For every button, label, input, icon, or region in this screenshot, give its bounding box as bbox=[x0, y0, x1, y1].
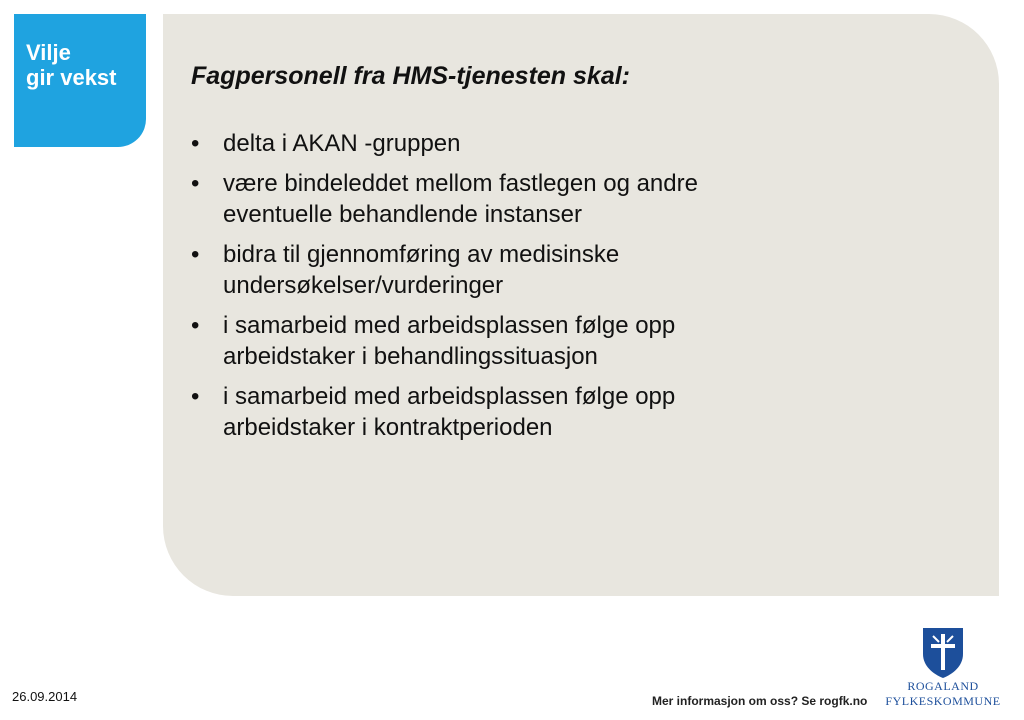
rogaland-crest-icon bbox=[921, 626, 965, 680]
bullet-text-line-2: arbeidstaker i behandlingssituasjon bbox=[223, 343, 598, 370]
bullet-icon: • bbox=[191, 312, 200, 339]
bullet-text-line-1: være bindeleddet mellom fastlegen og andre bbox=[223, 170, 698, 197]
bullet-text-line-1: bidra til gjennomføring av medisinske bbox=[223, 241, 620, 268]
bullet-text-line-1: i samarbeid med arbeidsplassen følge opp bbox=[223, 383, 676, 410]
more-info-text: Mer informasjon om oss? Se rogfk.no bbox=[652, 694, 868, 708]
slide-title: Fagpersonell fra HMS-tjenesten skal: bbox=[191, 62, 631, 90]
brand-slogan-line-1: Vilje bbox=[26, 40, 71, 65]
bullet-text: delta i AKAN -gruppen bbox=[223, 130, 461, 157]
bullet-text-line-2: eventuelle behandlende instanser bbox=[223, 201, 582, 228]
organization-name-line-1: ROGALAND bbox=[907, 679, 979, 693]
brand-slogan bbox=[26, 40, 117, 90]
content-panel bbox=[163, 14, 999, 596]
organization-name-line-2: FYLKESKOMMUNE bbox=[885, 694, 1001, 708]
bullet-text-line-2: arbeidstaker i kontraktperioden bbox=[223, 414, 553, 441]
bullet-text-line-1: i samarbeid med arbeidsplassen følge opp bbox=[223, 312, 676, 339]
brand-slogan-line-2: gir vekst bbox=[26, 65, 117, 90]
bullet-item bbox=[191, 381, 891, 443]
bullet-item bbox=[191, 128, 891, 159]
bullet-list bbox=[191, 128, 891, 452]
bullet-item bbox=[191, 168, 891, 230]
bullet-text-line-2: undersøkelser/vurderinger bbox=[223, 272, 504, 299]
bullet-item bbox=[191, 310, 891, 372]
bullet-icon: • bbox=[191, 383, 200, 410]
brand-logo bbox=[14, 14, 146, 147]
organization-name bbox=[880, 679, 1006, 709]
bullet-icon: • bbox=[191, 170, 200, 197]
bullet-item bbox=[191, 239, 891, 301]
bullet-icon: • bbox=[191, 241, 200, 268]
slide-date: 26.09.2014 bbox=[12, 689, 78, 704]
bullet-icon: • bbox=[191, 130, 200, 157]
